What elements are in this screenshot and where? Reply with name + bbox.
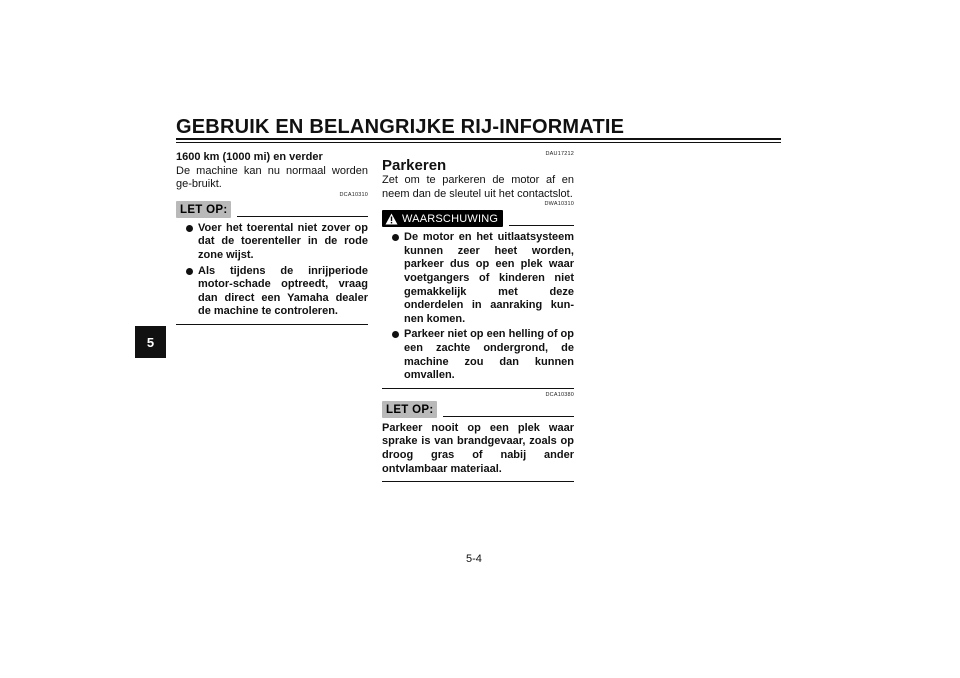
bullet-icon [186,268,193,275]
section-title: Parkeren [382,157,447,174]
warning-code: DWA10310 [544,201,574,208]
notice-end-rule [176,324,368,325]
section-subheading: 1600 km (1000 mi) en verder [176,151,323,163]
page-number: 5-4 [466,553,482,565]
right-column [382,151,574,482]
warning-badge [382,210,503,227]
section-code: DAU17212 [545,151,574,157]
notice-badge: LET OP: [176,201,231,218]
warning-list [382,231,574,383]
body-paragraph: De machine kan nu normaal worden ge-bruikt. [176,164,368,191]
notice-header [176,200,368,218]
bullet-icon [392,331,399,338]
page-title: GEBRUIK EN BELANGRIJKE RIJ-INFORMATIE [176,116,625,138]
notice-list [176,222,368,319]
notice-code: DCA10380 [545,391,574,398]
notice-rule [443,416,574,417]
list-item: Parkeer niet op een helling of op een zachte ondergrond, de machine zou dan kunnen omvallen. [382,328,574,382]
notice-end-rule [382,481,574,482]
notice-rule [237,216,368,217]
warning-label: WAARSCHUWING [402,213,499,226]
left-column [176,151,368,325]
warning-triangle-icon [385,213,398,225]
list-item: De motor en het uitlaatsysteem kunnen zeer heet worden, parkeer dus op een plek waar voetgangers of kinderen niet gemakkelijk met deze onderdelen in aanraking kun-nen komen. [382,231,574,326]
bullet-icon [186,225,193,232]
header-rule-thin [176,142,781,143]
list-item: Als tijdens de inrijperiode motor-schade optreedt, vraag dan direct een Yamaha dealer de machine te controleren. [176,265,368,319]
list-item: Voer het toerental niet zover op dat de toerenteller in de rode zone wijst. [176,222,368,263]
notice-header [382,400,574,418]
chapter-tab: 5 [135,326,166,358]
warning-header [382,209,574,227]
notice-code: DCA10310 [339,191,368,198]
warning-rule [509,225,574,226]
notice-badge: LET OP: [382,401,437,418]
notice-paragraph: Parkeer nooit op een plek waar sprake is van brandgevaar, zoals op droog gras of nabij ander ontvlambaar materiaal. [382,421,574,475]
header-rule [176,138,781,140]
body-paragraph: Zet om te parkeren de motor af en neem dan de sleutel uit het contactslot. [382,174,574,200]
warning-end-rule [382,388,574,389]
bullet-icon [392,234,399,241]
